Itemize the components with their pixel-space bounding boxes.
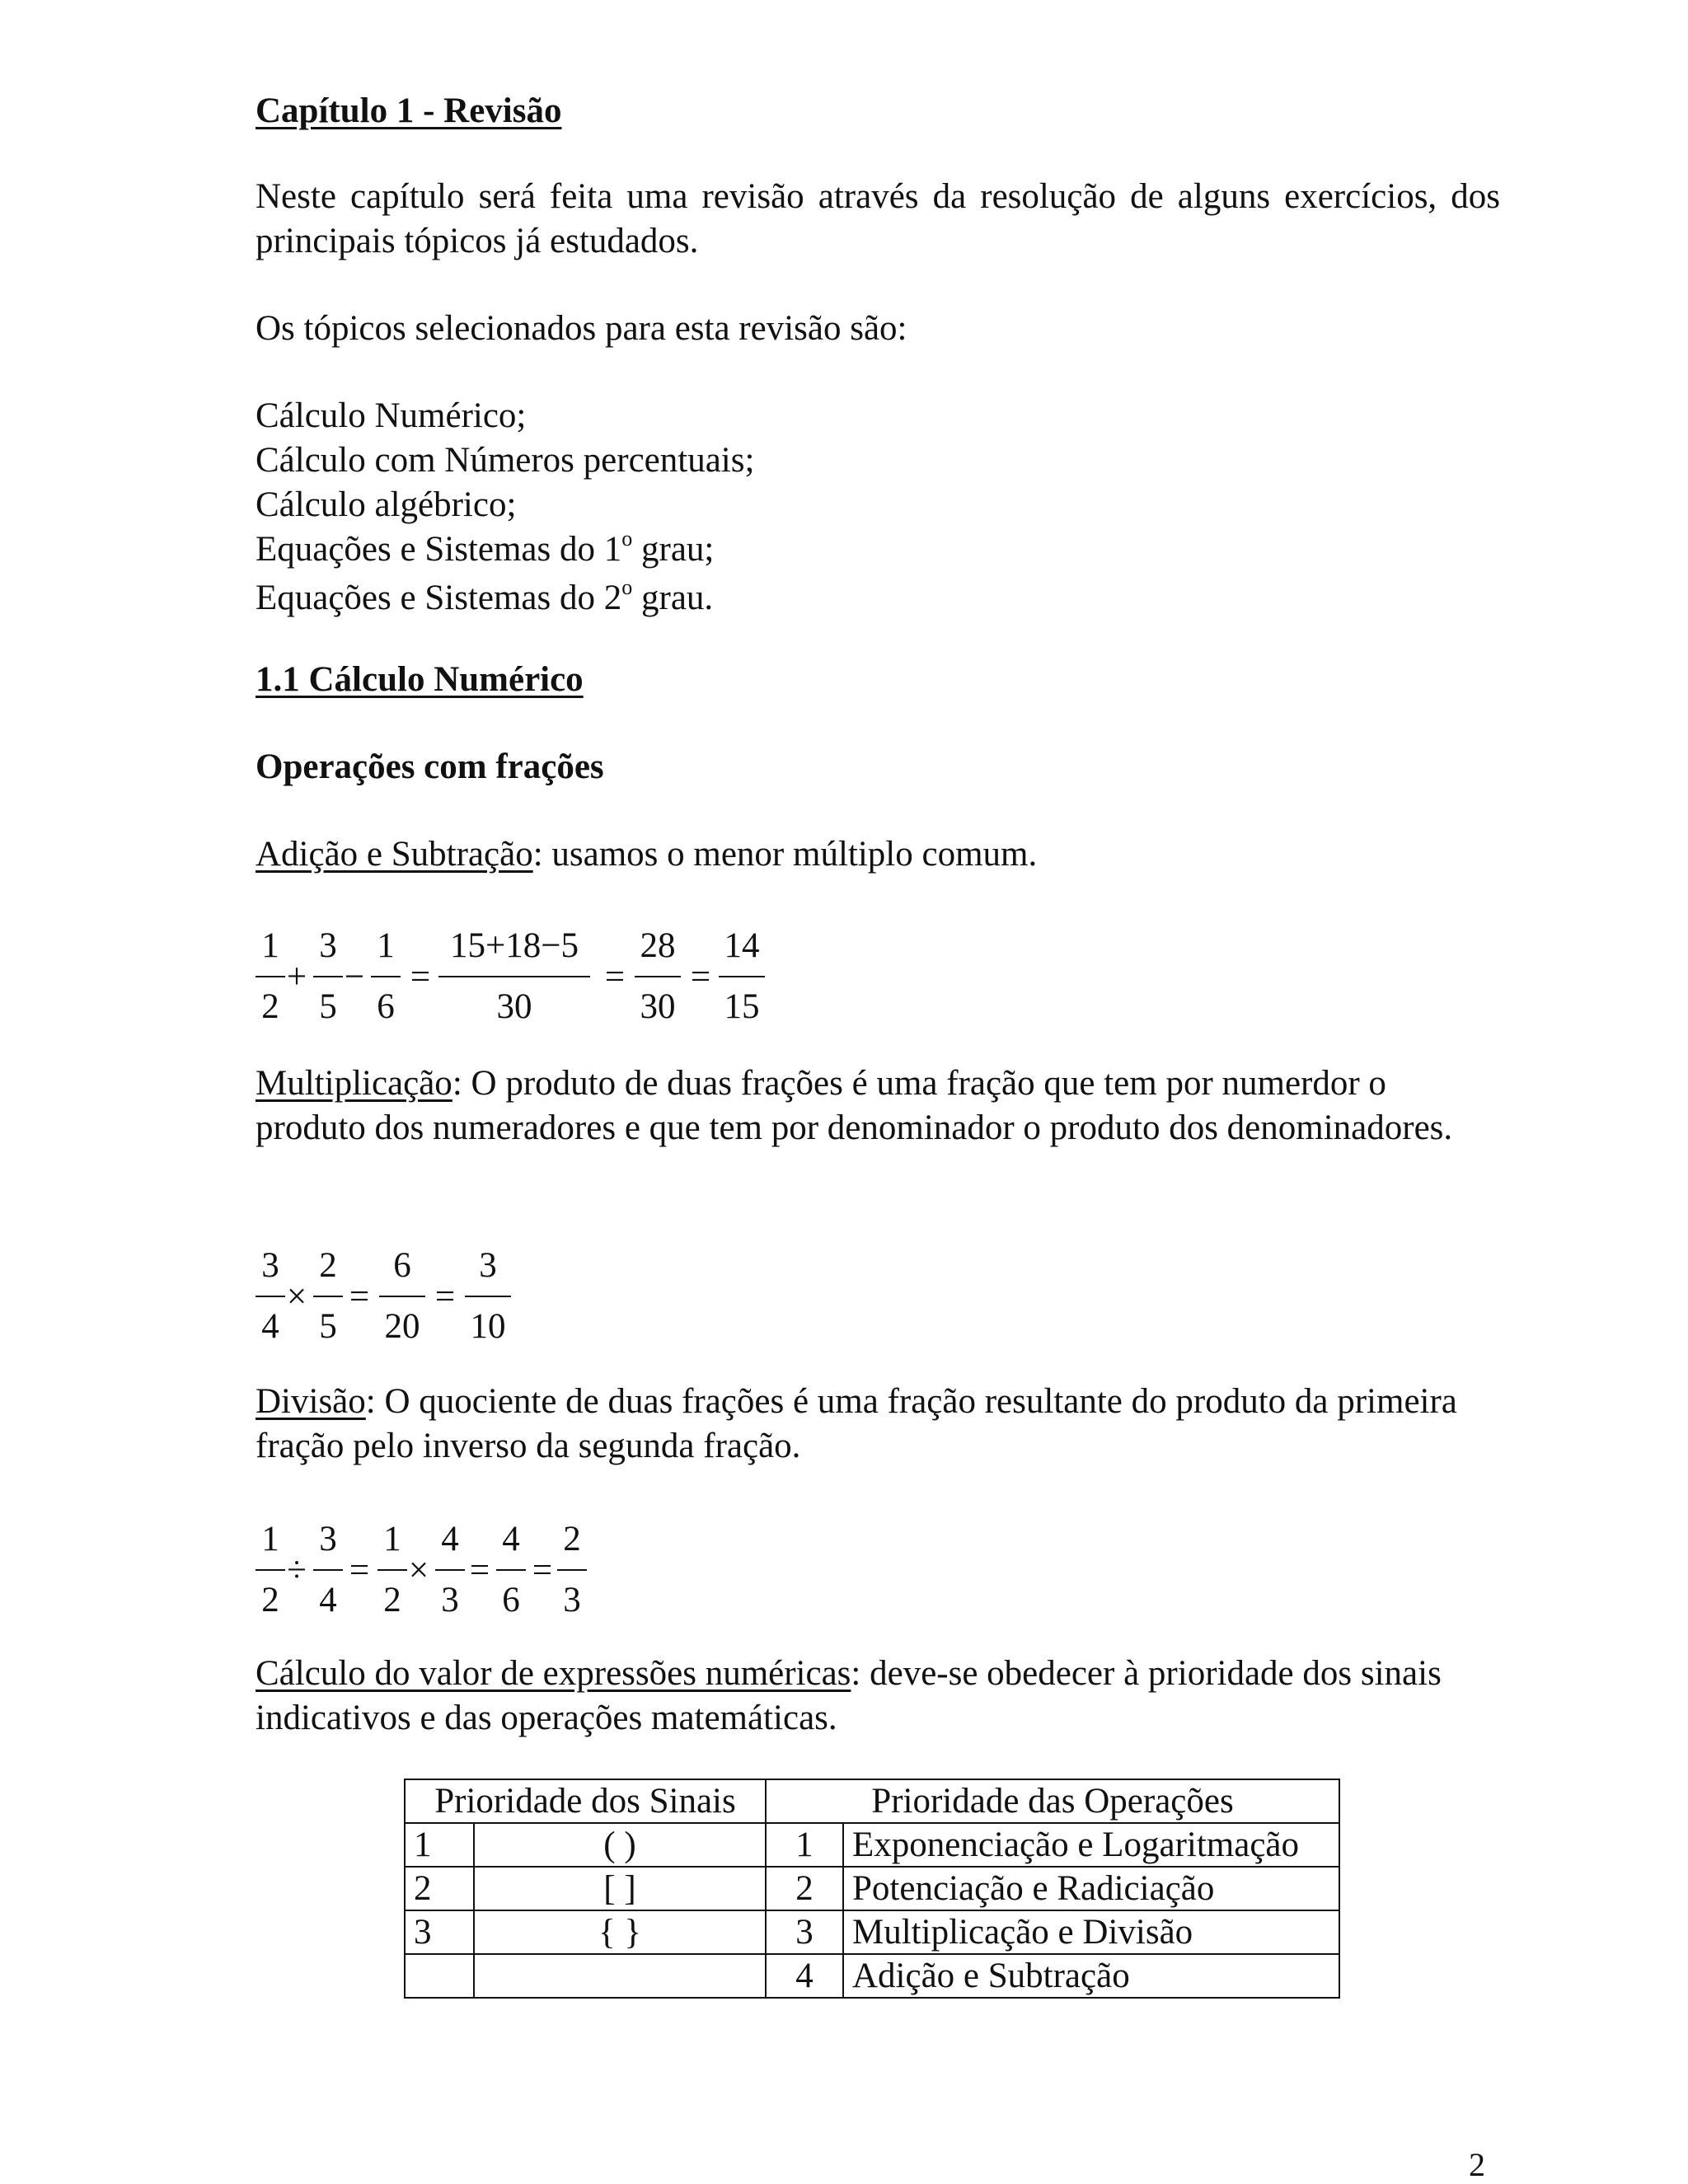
topic-item: Equações e Sistemas do 1$^o$ grau; [256,527,715,569]
table-row: 2 [ ] 2 Potenciação e Radiciação [405,1867,1339,1910]
header-signs: Prioridade dos Sinais [405,1779,766,1823]
fraction: 2 3 [557,1516,587,1624]
fraction: 4 6 [496,1516,526,1624]
topic-item: Cálculo com Números percentuais; [256,441,755,480]
topic-item: Cálculo Numérico; [256,396,527,435]
expressions-paragraph: Cálculo do valor de expressões numéricas: deve-se obedecer à prioridade dos sinais indicativos e das operações matemáticas. [256,1654,1442,1737]
table-row: 4 Adição e Subtração [405,1954,1339,1998]
topic-item: Equações e Sistemas do 2$^o$ grau. [256,575,714,617]
table-row: 1 ( ) 1 Exponenciação e Logaritmação [405,1823,1339,1867]
fraction: 3 5 [313,923,343,1030]
fraction: 28 30 [635,923,681,1030]
fraction: 1 2 [256,1516,285,1624]
division-paragraph: Divisão: O quociente de duas frações é uma fração resultante do produto da primeira fração pelo inverso da segunda fração. [256,1382,1457,1465]
subsection-title: Operações com frações [256,748,604,786]
fraction: 1 6 [371,923,401,1030]
fraction: 2 5 [313,1243,343,1350]
table-header-row [405,1779,1339,1823]
topics-intro: Os tópicos selecionados para esta revisão são: [256,309,907,348]
fraction: 3 4 [256,1243,285,1350]
header-operations: Prioridade das Operações [766,1779,1339,1823]
fraction: 3 4 [313,1516,343,1624]
addition-expression: 1 2 + 3 5 − 1 6 = 15+18−5 30 = 28 30 = 14 15 [256,923,783,1030]
topics-list [256,394,1500,625]
chapter-title: Capítulo 1 - Revisão [256,91,562,130]
fraction: 3 10 [465,1243,511,1350]
table-row: 3 { } 3 Multiplicação e Divisão [405,1910,1339,1954]
expressions-label: Cálculo do valor de expressões numéricas [256,1654,851,1693]
fraction: 14 15 [719,923,765,1030]
addition-label: Adição e Subtração [256,835,533,874]
division-expression: 1 2 ÷ 3 4 = 1 2 × 4 3 = 4 6 = 2 3 [256,1516,602,1624]
addition-paragraph: Adição e Subtração: usamos o menor múltiplo comum. [256,835,1038,874]
priority-table [404,1779,1340,1999]
fraction: 4 3 [435,1516,465,1624]
multiplication-expression: 3 4 × 2 5 = 6 20 = 3 10 [256,1243,519,1350]
division-label: Divisão [256,1382,366,1421]
section-title: 1.1 Cálculo Numérico [256,660,584,699]
multiplication-paragraph: Multiplicação: O produto de duas frações é uma fração que tem por numerdor o produto dos numeradores e que tem por denominador o produto dos denominadores. [256,1064,1453,1147]
fraction: 6 20 [379,1243,425,1350]
fraction: 15+18−5 30 [438,923,590,1030]
intro-paragraph: Neste capítulo será feita uma revisão através da resolução de alguns exercícios, dos principais tópicos já estudados. [256,177,1500,260]
multiplication-label: Multiplicação [256,1064,452,1103]
topic-item: Cálculo algébrico; [256,485,517,524]
page-number: 2 [1469,2146,1485,2183]
fraction: 1 2 [377,1516,407,1624]
fraction: 1 2 [256,923,285,1030]
